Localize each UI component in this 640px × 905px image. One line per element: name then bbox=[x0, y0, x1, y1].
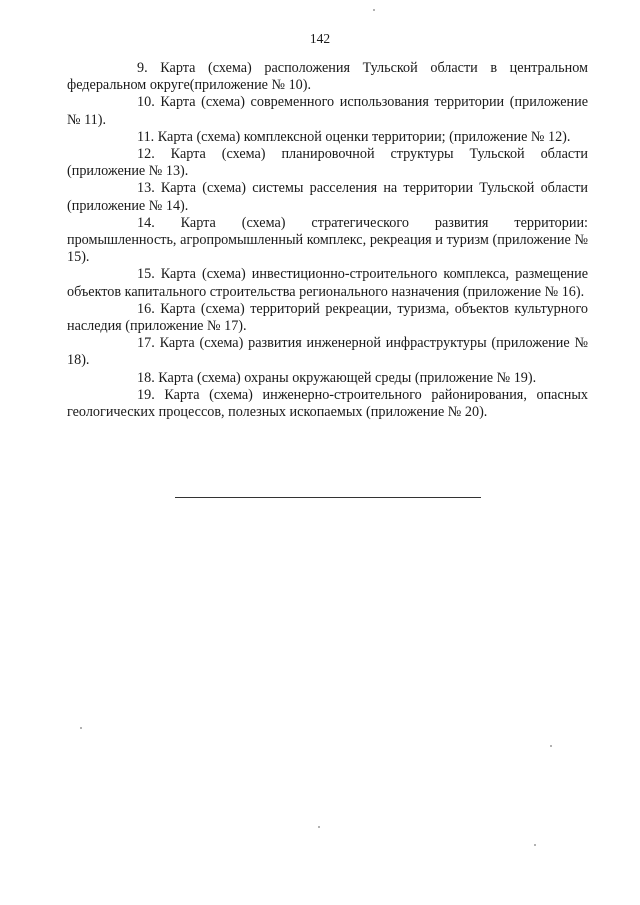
scan-speck bbox=[534, 844, 536, 846]
list-item bbox=[67, 180, 588, 214]
item-text: Карта (схема) системы расселения на территории Тульской области (приложение № 14). bbox=[67, 180, 588, 214]
list-item bbox=[67, 60, 588, 94]
item-number: 9. bbox=[137, 60, 148, 76]
item-text: Карта (схема) расположения Тульской области в центральном федеральном округе(приложение № 10). bbox=[67, 60, 588, 94]
item-number: 14. bbox=[137, 214, 155, 231]
scan-speck bbox=[373, 9, 375, 11]
appendix-list bbox=[67, 60, 588, 421]
item-number: 16. bbox=[137, 300, 155, 317]
list-item bbox=[67, 266, 588, 300]
list-item bbox=[67, 335, 588, 369]
list-item bbox=[67, 215, 588, 267]
scan-speck bbox=[550, 745, 552, 747]
item-number: 10. bbox=[137, 94, 155, 111]
item-number: 11. bbox=[137, 128, 155, 145]
list-item bbox=[67, 370, 588, 387]
page-number: 142 bbox=[309, 31, 331, 46]
item-number: 15. bbox=[137, 266, 155, 283]
list-item bbox=[67, 146, 588, 180]
item-text: Карта (схема) планировочной структуры Тульской области (приложение № 13). bbox=[67, 146, 588, 180]
item-number: 12. bbox=[137, 146, 155, 163]
scan-speck bbox=[318, 826, 320, 828]
item-text: Карта (схема) развития инженерной инфраструктуры (приложение № 18). bbox=[67, 335, 588, 369]
item-number: 17. bbox=[137, 335, 155, 352]
item-text: Карта (схема) территорий рекреации, туризма, объектов культурного наследия (приложение № 17). bbox=[67, 300, 589, 335]
list-item bbox=[67, 301, 588, 335]
closing-rule bbox=[175, 497, 481, 498]
item-text: Карта (схема) современного использования территории (приложение № 11). bbox=[67, 94, 588, 128]
item-text: Карта (схема) инвестиционно-строительного комплекса, размещение объектов капитального строительства регионального назначения (приложение № 16). bbox=[67, 266, 589, 300]
list-item bbox=[67, 129, 588, 146]
list-item bbox=[67, 94, 588, 128]
item-text: Карта (схема) инженерно-строительного районирования, опасных геологических процессов, полезных ископаемых (приложение № 20). bbox=[67, 386, 588, 421]
item-number: 19. bbox=[137, 386, 155, 403]
list-item bbox=[67, 387, 588, 421]
item-text: Карта (схема) охраны окружающей среды (приложение № 19). bbox=[158, 369, 537, 386]
item-text: Карта (схема) комплексной оценки территории; (приложение № 12). bbox=[157, 128, 571, 145]
item-number: 13. bbox=[137, 180, 155, 197]
scan-speck bbox=[80, 727, 82, 729]
item-text: Карта (схема) стратегического развития территории: промышленность, агропромышленный комплекс, рекреация и туризм (приложение № 15). bbox=[67, 214, 588, 266]
item-number: 18. bbox=[137, 369, 155, 386]
